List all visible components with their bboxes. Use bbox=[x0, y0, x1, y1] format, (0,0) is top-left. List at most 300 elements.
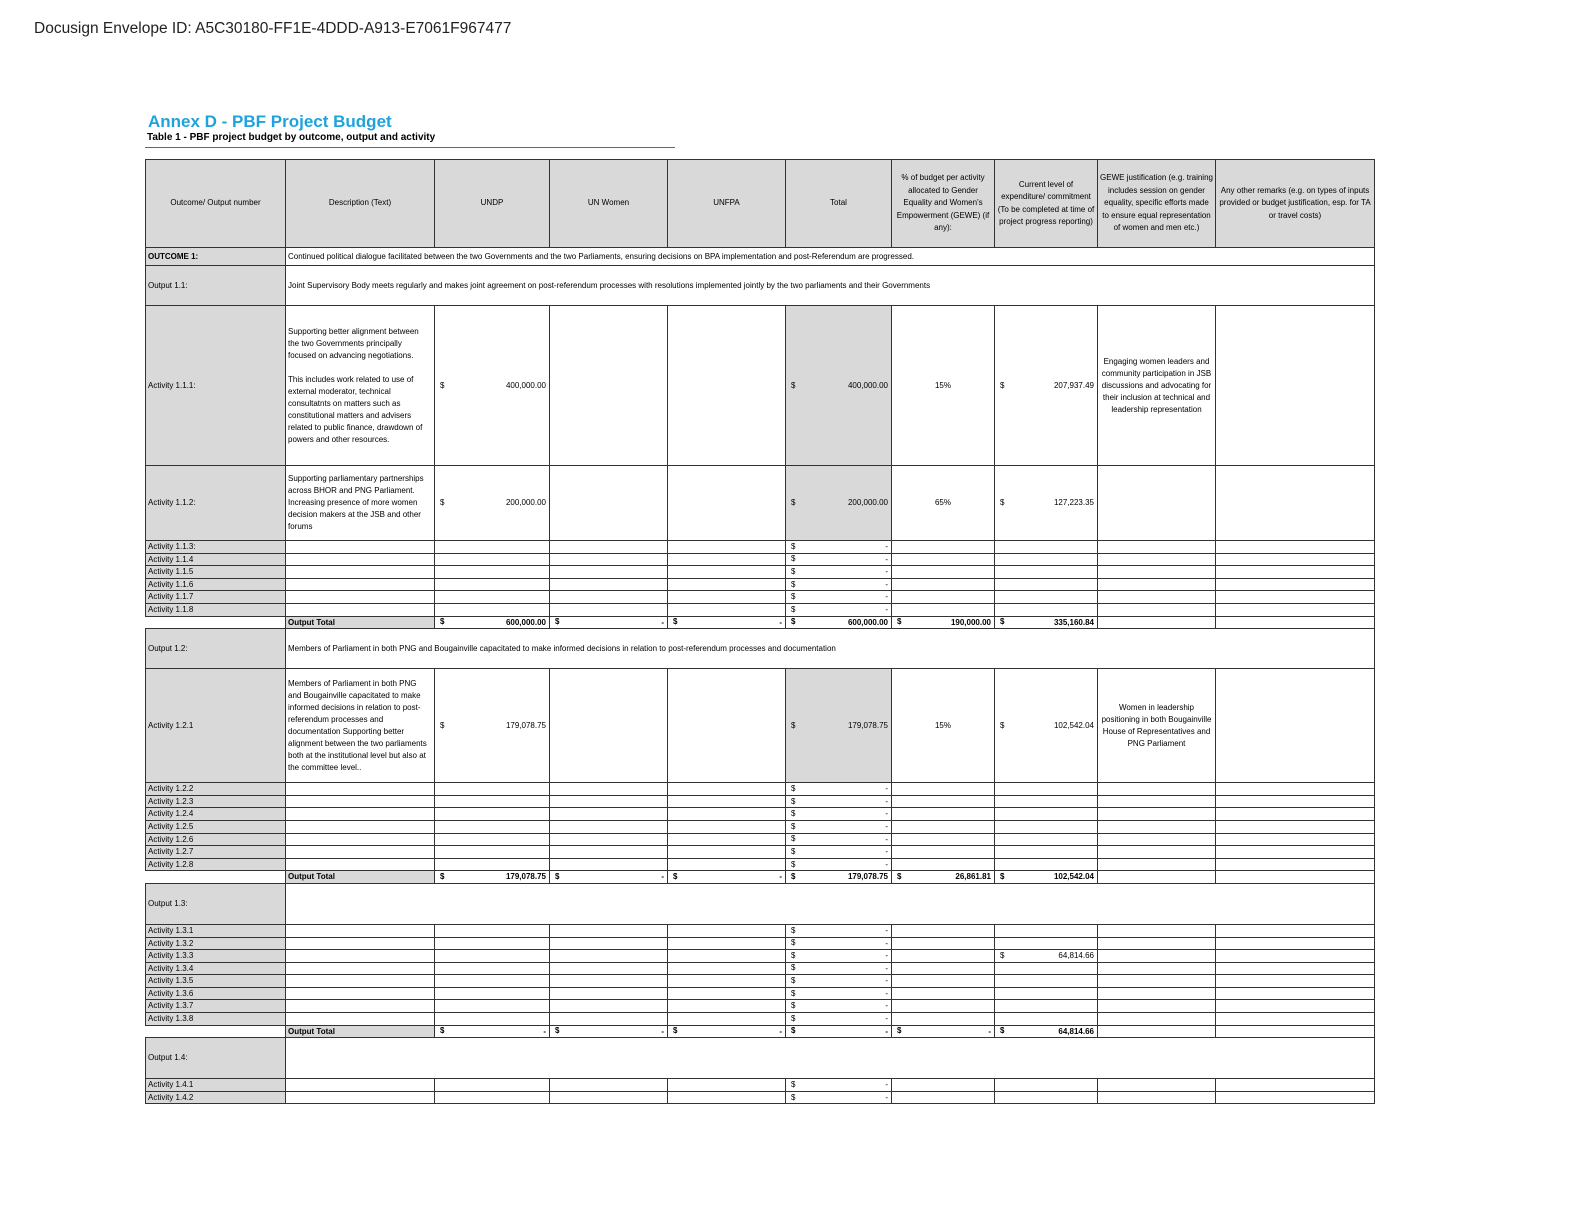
amount: 26,861.81 bbox=[955, 872, 991, 882]
budget-table bbox=[145, 159, 1375, 1104]
expenditure-amount bbox=[995, 820, 1098, 833]
activity-description bbox=[286, 833, 435, 846]
amount: 127,223.35 bbox=[1053, 498, 1094, 507]
remarks bbox=[1216, 541, 1375, 554]
unwomen-amount bbox=[550, 541, 668, 554]
expenditure-amount bbox=[995, 808, 1098, 821]
output-total-row bbox=[146, 616, 1375, 629]
remarks bbox=[1216, 871, 1375, 884]
unfpa-amount bbox=[668, 783, 786, 796]
expenditure-total bbox=[995, 616, 1098, 629]
header-undp: UNDP bbox=[435, 160, 550, 248]
unwomen-amount bbox=[550, 578, 668, 591]
currency-symbol: $ bbox=[791, 872, 796, 882]
amount: - bbox=[885, 859, 888, 869]
gewe-justification bbox=[1098, 1000, 1216, 1013]
gewe-pct bbox=[892, 566, 995, 579]
unfpa-amount bbox=[668, 591, 786, 604]
amount: - bbox=[885, 925, 888, 935]
unfpa-amount bbox=[668, 578, 786, 591]
gewe-justification bbox=[1098, 808, 1216, 821]
currency-symbol: $ bbox=[791, 604, 796, 614]
undp-amount bbox=[435, 858, 550, 871]
gewe-total bbox=[892, 616, 995, 629]
activity-row bbox=[146, 1091, 1375, 1104]
activity-row bbox=[146, 795, 1375, 808]
unwomen-amount bbox=[550, 820, 668, 833]
activity-description bbox=[286, 553, 435, 566]
activity-label: Activity 1.2.4 bbox=[146, 808, 286, 821]
gewe-justification bbox=[1098, 1013, 1216, 1026]
total-amount bbox=[786, 846, 892, 859]
total-amount bbox=[786, 591, 892, 604]
total-amount bbox=[786, 820, 892, 833]
gewe-justification bbox=[1098, 950, 1216, 963]
remarks bbox=[1216, 1025, 1375, 1038]
unfpa-amount bbox=[668, 846, 786, 859]
unwomen-amount bbox=[550, 1079, 668, 1092]
remarks bbox=[1216, 962, 1375, 975]
amount: - bbox=[779, 1026, 782, 1036]
undp-amount bbox=[435, 466, 550, 541]
amount: 600,000.00 bbox=[505, 617, 546, 627]
remarks bbox=[1216, 591, 1375, 604]
amount: - bbox=[885, 796, 888, 806]
activity-row bbox=[146, 846, 1375, 859]
amount: - bbox=[779, 872, 782, 882]
unwomen-amount bbox=[550, 1091, 668, 1104]
unfpa-amount bbox=[668, 603, 786, 616]
unfpa-amount bbox=[668, 669, 786, 783]
activity-label: Activity 1.2.1 bbox=[146, 669, 286, 783]
activity-row bbox=[146, 591, 1375, 604]
expenditure-amount bbox=[995, 566, 1098, 579]
gewe-pct: 15% bbox=[892, 306, 995, 466]
currency-symbol: $ bbox=[791, 821, 796, 831]
activity-label: Activity 1.1.5 bbox=[146, 566, 286, 579]
activity-row bbox=[146, 306, 1375, 466]
gewe-pct bbox=[892, 603, 995, 616]
currency-symbol: $ bbox=[791, 498, 796, 507]
unwomen-amount bbox=[550, 1000, 668, 1013]
undp-amount bbox=[435, 1013, 550, 1026]
activity-description bbox=[286, 591, 435, 604]
total-amount bbox=[786, 858, 892, 871]
unfpa-amount bbox=[668, 553, 786, 566]
unfpa-amount bbox=[668, 962, 786, 975]
amount: - bbox=[885, 821, 888, 831]
activity-row bbox=[146, 566, 1375, 579]
unfpa-amount bbox=[668, 1079, 786, 1092]
unwomen-amount bbox=[550, 466, 668, 541]
amount: - bbox=[885, 976, 888, 986]
total-amount bbox=[786, 783, 892, 796]
expenditure-amount bbox=[995, 603, 1098, 616]
amount: - bbox=[885, 963, 888, 973]
amount: - bbox=[661, 617, 664, 627]
header-unfpa: UNFPA bbox=[668, 160, 786, 248]
expenditure-amount bbox=[995, 1079, 1098, 1092]
gewe-pct bbox=[892, 820, 995, 833]
activity-label: Activity 1.1.4 bbox=[146, 553, 286, 566]
activity-label: Activity 1.2.7 bbox=[146, 846, 286, 859]
currency-symbol: $ bbox=[673, 872, 678, 882]
total-amount bbox=[786, 1091, 892, 1104]
output-total-row bbox=[146, 871, 1375, 884]
gewe-pct bbox=[892, 924, 995, 937]
activity-label: Activity 1.3.1 bbox=[146, 924, 286, 937]
currency-symbol: $ bbox=[791, 938, 796, 948]
outcome-row bbox=[146, 248, 1375, 266]
remarks bbox=[1216, 937, 1375, 950]
gewe-justification: Women in leadership positioning in both Bougainville House of Representatives and PNG Parliament bbox=[1098, 669, 1216, 783]
output-text: Joint Supervisory Body meets regularly and makes joint agreement on post-referendum processes with resolutions implemented jointly by the two parliaments and their Governments bbox=[286, 266, 1375, 306]
undp-amount bbox=[435, 603, 550, 616]
expenditure-amount bbox=[995, 795, 1098, 808]
gewe-pct bbox=[892, 950, 995, 963]
activity-row bbox=[146, 987, 1375, 1000]
undp-amount bbox=[435, 950, 550, 963]
unwomen-amount bbox=[550, 937, 668, 950]
activity-description bbox=[286, 975, 435, 988]
activity-description bbox=[286, 578, 435, 591]
currency-symbol: $ bbox=[791, 976, 796, 986]
remarks bbox=[1216, 833, 1375, 846]
activity-row bbox=[146, 1000, 1375, 1013]
unfpa-amount bbox=[668, 566, 786, 579]
currency-symbol: $ bbox=[673, 1026, 678, 1036]
activity-description bbox=[286, 950, 435, 963]
activity-description bbox=[286, 1000, 435, 1013]
header-expenditure: Current level of expenditure/ commitment (To be completed at time of project progress reporting) bbox=[995, 160, 1098, 248]
currency-symbol: $ bbox=[897, 872, 902, 882]
remarks bbox=[1216, 820, 1375, 833]
currency-symbol: $ bbox=[791, 951, 796, 961]
amount: 400,000.00 bbox=[847, 380, 888, 390]
currency-symbol: $ bbox=[791, 834, 796, 844]
activity-label: Activity 1.1.6 bbox=[146, 578, 286, 591]
output-text bbox=[286, 1038, 1375, 1079]
expenditure-amount bbox=[995, 1000, 1098, 1013]
currency-symbol: $ bbox=[791, 554, 796, 564]
unfpa-amount bbox=[668, 1091, 786, 1104]
undp-amount bbox=[435, 591, 550, 604]
currency-symbol: $ bbox=[440, 1026, 445, 1036]
gewe-justification bbox=[1098, 795, 1216, 808]
gewe-pct bbox=[892, 1013, 995, 1026]
gewe-justification bbox=[1098, 987, 1216, 1000]
gewe-pct bbox=[892, 937, 995, 950]
unfpa-amount bbox=[668, 858, 786, 871]
output-total-label: Output Total bbox=[286, 616, 435, 629]
gewe-justification bbox=[1098, 541, 1216, 554]
unfpa-amount bbox=[668, 306, 786, 466]
gewe-pct bbox=[892, 1000, 995, 1013]
total-amount bbox=[786, 603, 892, 616]
gewe-pct: 15% bbox=[892, 669, 995, 783]
currency-symbol: $ bbox=[791, 1014, 796, 1024]
amount: - bbox=[661, 1026, 664, 1036]
gewe-justification bbox=[1098, 924, 1216, 937]
gewe-justification bbox=[1098, 783, 1216, 796]
total-amount bbox=[786, 553, 892, 566]
total-amount bbox=[786, 924, 892, 937]
total-amount bbox=[786, 566, 892, 579]
output-text bbox=[286, 883, 1375, 924]
gewe-justification bbox=[1098, 975, 1216, 988]
activity-row bbox=[146, 783, 1375, 796]
amount: - bbox=[885, 834, 888, 844]
activity-description bbox=[286, 1079, 435, 1092]
amount: - bbox=[885, 847, 888, 857]
outcome-label: OUTCOME 1: bbox=[146, 248, 286, 266]
undp-amount bbox=[435, 924, 550, 937]
activity-description-part: This includes work related to use of external moderator, technical consultatnts on matters such as constitutional matters and advisers related to public finance, drawdown of powers and other resources. bbox=[288, 374, 423, 444]
header-total: Total bbox=[786, 160, 892, 248]
gewe-justification bbox=[1098, 566, 1216, 579]
expenditure-amount bbox=[995, 541, 1098, 554]
outcome-text: Continued political dialogue facilitated between the two Governments and the two Parliaments, ensuring decisions on BPA implementation and post-Referendum are progressed. bbox=[286, 248, 1375, 266]
output-label: Output 1.2: bbox=[146, 629, 286, 669]
remarks bbox=[1216, 566, 1375, 579]
activity-row bbox=[146, 553, 1375, 566]
gewe-justification bbox=[1098, 1091, 1216, 1104]
amount: - bbox=[885, 1014, 888, 1024]
undp-amount bbox=[435, 937, 550, 950]
output-label: Output 1.1: bbox=[146, 266, 286, 306]
activity-description bbox=[286, 795, 435, 808]
gewe-pct bbox=[892, 846, 995, 859]
amount: 179,078.75 bbox=[505, 720, 546, 730]
currency-symbol: $ bbox=[440, 720, 445, 730]
amount: - bbox=[988, 1026, 991, 1036]
expenditure-amount bbox=[995, 1013, 1098, 1026]
activity-label: Activity 1.3.8 bbox=[146, 1013, 286, 1026]
output-total-spacer bbox=[146, 1025, 286, 1038]
unwomen-amount bbox=[550, 306, 668, 466]
expenditure-amount bbox=[995, 783, 1098, 796]
unfpa-total bbox=[668, 871, 786, 884]
amount: 179,078.75 bbox=[847, 720, 888, 730]
remarks bbox=[1216, 553, 1375, 566]
currency-symbol: $ bbox=[791, 1026, 796, 1036]
activity-label: Activity 1.1.7 bbox=[146, 591, 286, 604]
output-total-label: Output Total bbox=[286, 871, 435, 884]
expenditure-amount bbox=[995, 924, 1098, 937]
undp-amount bbox=[435, 987, 550, 1000]
gewe-pct bbox=[892, 578, 995, 591]
currency-symbol: $ bbox=[791, 963, 796, 973]
amount: - bbox=[885, 988, 888, 998]
unfpa-amount bbox=[668, 820, 786, 833]
activity-description bbox=[286, 541, 435, 554]
activity-description-part: Supporting better alignment between the two Governments principally focused on advancing negotiations. bbox=[288, 326, 419, 360]
activity-description bbox=[286, 306, 435, 466]
activity-row bbox=[146, 820, 1375, 833]
currency-symbol: $ bbox=[440, 872, 445, 882]
amount: - bbox=[885, 604, 888, 614]
unwomen-amount bbox=[550, 591, 668, 604]
unfpa-amount bbox=[668, 937, 786, 950]
gewe-total bbox=[892, 1025, 995, 1038]
currency-symbol: $ bbox=[791, 809, 796, 819]
gewe-pct bbox=[892, 591, 995, 604]
expenditure-amount bbox=[995, 466, 1098, 541]
amount: - bbox=[885, 554, 888, 564]
currency-symbol: $ bbox=[1000, 720, 1005, 730]
amount: - bbox=[885, 1080, 888, 1090]
amount: 64,814.66 bbox=[1058, 1026, 1094, 1036]
total-total bbox=[786, 1025, 892, 1038]
gewe-justification bbox=[1098, 833, 1216, 846]
currency-symbol: $ bbox=[555, 872, 560, 882]
gewe-justification bbox=[1098, 553, 1216, 566]
activity-label: Activity 1.1.3: bbox=[146, 541, 286, 554]
activity-label: Activity 1.3.4 bbox=[146, 962, 286, 975]
gewe-justification bbox=[1098, 846, 1216, 859]
total-amount bbox=[786, 808, 892, 821]
expenditure-amount bbox=[995, 950, 1098, 963]
activity-label: Activity 1.2.6 bbox=[146, 833, 286, 846]
header-description: Description (Text) bbox=[286, 160, 435, 248]
unfpa-amount bbox=[668, 808, 786, 821]
unfpa-amount bbox=[668, 975, 786, 988]
gewe-pct bbox=[892, 1091, 995, 1104]
undp-total bbox=[435, 871, 550, 884]
amount: - bbox=[885, 1001, 888, 1011]
remarks bbox=[1216, 616, 1375, 629]
unwomen-amount bbox=[550, 833, 668, 846]
currency-symbol: $ bbox=[791, 1001, 796, 1011]
header-row bbox=[146, 160, 1375, 248]
output-row bbox=[146, 266, 1375, 306]
output-label: Output 1.3: bbox=[146, 883, 286, 924]
activity-description bbox=[286, 566, 435, 579]
total-amount bbox=[786, 306, 892, 466]
amount: - bbox=[661, 872, 664, 882]
output-row bbox=[146, 883, 1375, 924]
total-amount bbox=[786, 578, 892, 591]
unwomen-amount bbox=[550, 950, 668, 963]
activity-label: Activity 1.4.2 bbox=[146, 1091, 286, 1104]
remarks bbox=[1216, 795, 1375, 808]
total-total bbox=[786, 871, 892, 884]
unwomen-amount bbox=[550, 962, 668, 975]
unwomen-amount bbox=[550, 987, 668, 1000]
unfpa-amount bbox=[668, 466, 786, 541]
undp-amount bbox=[435, 669, 550, 783]
amount: 600,000.00 bbox=[847, 617, 888, 627]
gewe-justification bbox=[1098, 1079, 1216, 1092]
activity-description: Supporting parliamentary partnerships across BHOR and PNG Parliament. Increasing presence of more women decision makers at the JSB and other forums bbox=[286, 466, 435, 541]
activity-description bbox=[286, 987, 435, 1000]
amount: - bbox=[885, 579, 888, 589]
total-amount bbox=[786, 987, 892, 1000]
gewe-total bbox=[892, 871, 995, 884]
currency-symbol: $ bbox=[791, 579, 796, 589]
activity-row bbox=[146, 833, 1375, 846]
currency-symbol: $ bbox=[440, 617, 445, 627]
amount: 102,542.04 bbox=[1053, 872, 1094, 882]
remarks bbox=[1216, 950, 1375, 963]
activity-row bbox=[146, 950, 1375, 963]
currency-symbol: $ bbox=[1000, 1026, 1005, 1036]
header-gewe-pct: % of budget per activity allocated to Gender Equality and Women's Empowerment (GEWE) (if any): bbox=[892, 160, 995, 248]
amount: 179,078.75 bbox=[847, 872, 888, 882]
total-amount bbox=[786, 669, 892, 783]
activity-label: Activity 1.3.6 bbox=[146, 987, 286, 1000]
unwomen-total bbox=[550, 1025, 668, 1038]
undp-amount bbox=[435, 783, 550, 796]
activity-label: Activity 1.1.2: bbox=[146, 466, 286, 541]
remarks bbox=[1216, 669, 1375, 783]
title-underline bbox=[145, 147, 675, 148]
gewe-justification bbox=[1098, 820, 1216, 833]
remarks bbox=[1216, 808, 1375, 821]
page-title: Annex D - PBF Project Budget bbox=[148, 112, 392, 131]
activity-row bbox=[146, 937, 1375, 950]
total-amount bbox=[786, 962, 892, 975]
undp-amount bbox=[435, 541, 550, 554]
gewe-justification bbox=[1098, 616, 1216, 629]
expenditure-amount bbox=[995, 591, 1098, 604]
total-total bbox=[786, 616, 892, 629]
amount: 64,814.66 bbox=[1058, 951, 1094, 961]
total-amount bbox=[786, 1013, 892, 1026]
activity-row bbox=[146, 858, 1375, 871]
header-unwomen: UN Women bbox=[550, 160, 668, 248]
expenditure-amount bbox=[995, 962, 1098, 975]
gewe-pct bbox=[892, 783, 995, 796]
unfpa-amount bbox=[668, 924, 786, 937]
amount: - bbox=[885, 951, 888, 961]
unfpa-amount bbox=[668, 950, 786, 963]
activity-label: Activity 1.4.1 bbox=[146, 1079, 286, 1092]
gewe-justification: Engaging women leaders and community participation in JSB discussions and advocating for their inclusion at technical and leadership representation bbox=[1098, 306, 1216, 466]
expenditure-amount bbox=[995, 1091, 1098, 1104]
total-amount bbox=[786, 833, 892, 846]
header-outcome: Outcome/ Output number bbox=[146, 160, 286, 248]
currency-symbol: $ bbox=[791, 796, 796, 806]
undp-amount bbox=[435, 820, 550, 833]
currency-symbol: $ bbox=[791, 720, 796, 730]
output-total-spacer bbox=[146, 871, 286, 884]
expenditure-amount bbox=[995, 937, 1098, 950]
currency-symbol: $ bbox=[1000, 951, 1005, 961]
currency-symbol: $ bbox=[791, 542, 796, 551]
expenditure-amount bbox=[995, 833, 1098, 846]
amount: 335,160.84 bbox=[1053, 617, 1094, 627]
unfpa-amount bbox=[668, 795, 786, 808]
unfpa-total bbox=[668, 616, 786, 629]
gewe-pct: 65% bbox=[892, 466, 995, 541]
activity-description bbox=[286, 924, 435, 937]
gewe-pct bbox=[892, 987, 995, 1000]
undp-amount bbox=[435, 833, 550, 846]
undp-amount bbox=[435, 566, 550, 579]
expenditure-total bbox=[995, 1025, 1098, 1038]
currency-symbol: $ bbox=[791, 1092, 796, 1102]
activity-row bbox=[146, 1079, 1375, 1092]
unwomen-amount bbox=[550, 924, 668, 937]
gewe-pct bbox=[892, 808, 995, 821]
unfpa-amount bbox=[668, 987, 786, 1000]
activity-description bbox=[286, 783, 435, 796]
gewe-pct bbox=[892, 858, 995, 871]
unwomen-total bbox=[550, 871, 668, 884]
expenditure-amount bbox=[995, 578, 1098, 591]
unwomen-amount bbox=[550, 603, 668, 616]
